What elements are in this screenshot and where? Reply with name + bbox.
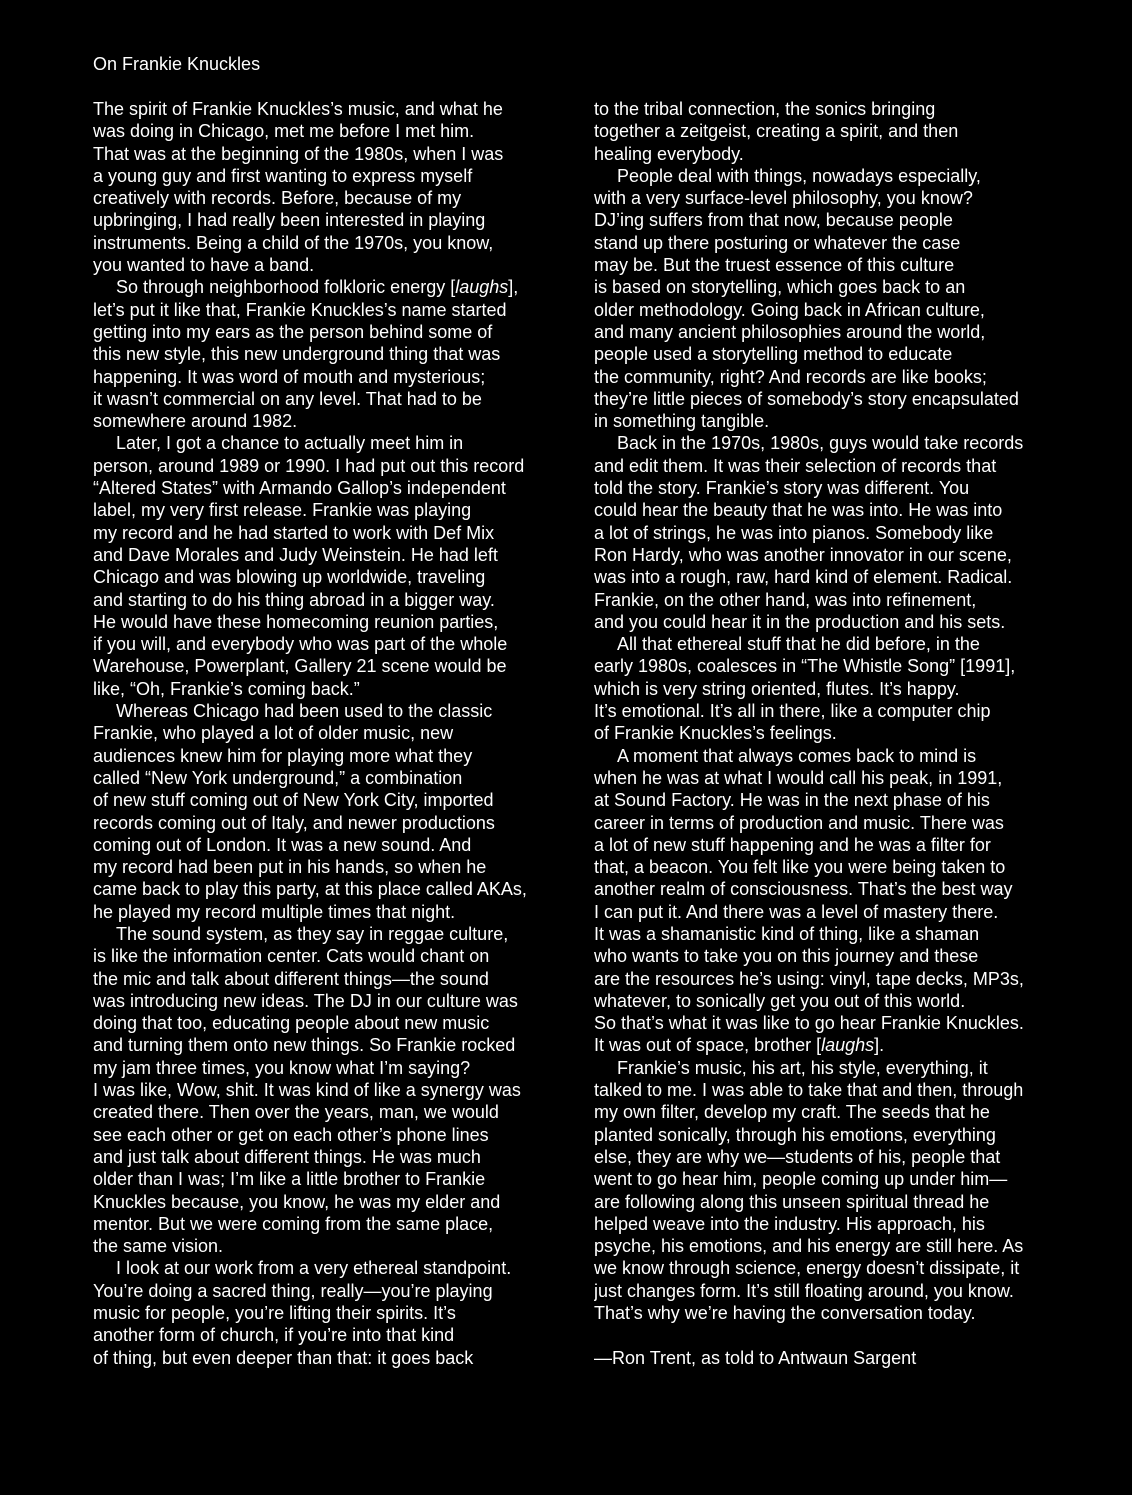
text-line: went to go hear him, people coming up under him— — [594, 1169, 1008, 1190]
text-line: early 1980s, coalesces in “The Whistle Song” [1991], — [594, 656, 1016, 677]
text-line: Knuckles because, you know, he was my elder and — [93, 1191, 501, 1212]
article-column-right — [594, 98, 1074, 1369]
text-line: —Ron Trent, as told to Antwaun Sargent — [594, 1347, 917, 1368]
text-line: and turning them onto new things. So Frankie rocked — [93, 1035, 516, 1056]
text-line: in something tangible. — [594, 411, 770, 432]
text-line: if you will, and everybody who was part of the whole — [93, 634, 508, 655]
text-line: creatively with records. Before, because of my — [93, 188, 462, 209]
text-line: and starting to do his thing abroad in a bigger way. — [93, 589, 495, 610]
text-line: getting into my ears as the person behind some of — [93, 321, 493, 342]
text-line: I look at our work from a very ethereal standpoint. — [116, 1258, 512, 1279]
text-line: Frankie, on the other hand, was into refinement, — [594, 589, 977, 610]
text-line: mentor. But we were coming from the same place, — [93, 1213, 494, 1234]
text-line: That’s why we’re having the conversation today. — [594, 1303, 976, 1324]
text-line: called “New York underground,” a combination — [93, 767, 463, 788]
text-line: healing everybody. — [594, 143, 744, 164]
text-line: and many ancient philosophies around the world, — [594, 321, 986, 342]
text-line: “Altered States” with Armando Gallop’s independent — [93, 478, 506, 499]
text-line: doing that too, educating people about new music — [93, 1013, 490, 1034]
text-line: this new style, this new underground thing that was — [93, 344, 501, 365]
text-line: another form of church, if you’re into that kind — [93, 1325, 455, 1346]
text-line: You’re doing a sacred thing, really—you’re playing — [93, 1280, 493, 1301]
text-line: of new stuff coming out of New York City, imported — [93, 790, 494, 811]
text-line: we know through science, energy doesn’t dissipate, it — [594, 1258, 1020, 1279]
text-line: He would have these homecoming reunion parties, — [93, 611, 499, 632]
text-line: Whereas Chicago had been used to the classic — [116, 701, 493, 722]
text-line: people used a storytelling method to educate — [594, 344, 953, 365]
text-line: was introducing new ideas. The DJ in our culture was — [93, 990, 518, 1011]
text-line: records coming out of Italy, and newer productions — [93, 812, 495, 833]
text-line: the same vision. — [93, 1236, 224, 1257]
text-line: and just talk about different things. He was much — [93, 1146, 481, 1167]
text-line: That was at the beginning of the 1980s, when I was — [93, 143, 504, 164]
text-line: coming out of London. It was a new sound. And — [93, 834, 472, 855]
text-line: just changes form. It’s still floating around, you know. — [594, 1280, 1014, 1301]
text-line: with a very surface-level philosophy, you know? — [594, 188, 973, 209]
text-line: music for people, you’re lifting their spirits. It’s — [93, 1303, 456, 1324]
text-line: when he was at what I would call his peak, in 1991, — [594, 767, 1003, 788]
text-line: Frankie, who played a lot of older music, new — [93, 723, 454, 744]
text-line: happening. It was word of mouth and mysterious; — [93, 366, 486, 387]
text-line: was doing in Chicago, met me before I met him. — [93, 121, 475, 142]
page-title: On Frankie Knuckles — [93, 54, 261, 74]
text-line: person, around 1989 or 1990. I had put out this record — [93, 455, 525, 476]
text-line: my record had been put in his hands, so when he — [93, 857, 487, 878]
text-line: you wanted to have a band. — [93, 255, 315, 276]
text-segment: ]. — [874, 1035, 885, 1056]
text-line: All that ethereal stuff that he did before, in the — [617, 634, 980, 655]
text-line: whatever, to sonically get you out of this world. — [594, 990, 966, 1011]
text-line: The sound system, as they say in reggae culture, — [116, 923, 509, 944]
text-line: Frankie’s music, his art, his style, everything, it — [617, 1057, 988, 1078]
text-line: a lot of new stuff happening and he was a filter for — [594, 834, 991, 855]
text-line: A moment that always comes back to mind is — [617, 745, 977, 766]
text-line: is like the information center. Cats would chant on — [93, 946, 490, 967]
text-line — [594, 1034, 1074, 1056]
text-line: another realm of consciousness. That’s the best way — [594, 879, 1013, 900]
italic-word: laughs — [455, 277, 509, 298]
text-line: of thing, but even deeper than that: it goes back — [93, 1347, 474, 1368]
text-line: see each other or get on each other’s phone lines — [93, 1124, 489, 1145]
text-line: older than I was; I’m like a little brother to Frankie — [93, 1169, 486, 1190]
text-line: together a zeitgeist, creating a spirit, and then — [594, 121, 959, 142]
text-line: at Sound Factory. He was in the next phase of his — [594, 790, 990, 811]
text-line: to the tribal connection, the sonics bringing — [594, 99, 936, 119]
text-line: are the resources he’s using: vinyl, tape decks, MP3s, — [594, 968, 1024, 989]
text-line: of Frankie Knuckles’s feelings. — [594, 723, 837, 744]
text-line: it wasn’t commercial on any level. That had to be — [93, 388, 482, 409]
text-line: like, “Oh, Frankie’s coming back.” — [93, 678, 360, 699]
text-line: and Dave Morales and Judy Weinstein. He had left — [93, 544, 498, 565]
text-line: I was like, Wow, shit. It was kind of like a synergy was — [93, 1080, 521, 1101]
text-line — [93, 276, 577, 298]
text-line: So that’s what it was like to go hear Frankie Knuckles. — [594, 1013, 1024, 1034]
text-line: my own filter, develop my craft. The seeds that he — [594, 1102, 990, 1123]
text-line: DJ’ing suffers from that now, because people — [594, 210, 953, 231]
text-line: stand up there posturing or whatever the case — [594, 232, 961, 253]
text-line: It’s emotional. It’s all in there, like a computer chip — [594, 701, 991, 722]
text-line: is based on storytelling, which goes back to an — [594, 277, 966, 298]
text-line: People deal with things, nowadays especially, — [617, 165, 981, 186]
text-line: my record and he had started to work with Def Mix — [93, 522, 495, 543]
text-line: was into a rough, raw, hard kind of element. Radical. — [594, 567, 1013, 588]
text-line: audiences knew him for playing more what they — [93, 745, 473, 766]
text-line: who wants to take you on this journey and these — [594, 946, 979, 967]
text-line: Back in the 1970s, 1980s, guys would take records — [617, 433, 1024, 454]
text-segment: ], — [508, 277, 519, 298]
text-line: are following along this unseen spiritual thread he — [594, 1191, 990, 1212]
text-line: they’re little pieces of somebody’s story encapsulated — [594, 388, 1019, 409]
text-line: Chicago and was blowing up worldwide, traveling — [93, 567, 486, 588]
text-segment: So through neighborhood folkloric energy [ — [116, 277, 456, 298]
text-line: career in terms of production and music. There was — [594, 812, 1004, 833]
text-line: I can put it. And there was a level of mastery there. — [594, 901, 999, 922]
text-line: the mic and talk about different things—the sound — [93, 968, 489, 989]
text-line: which is very string oriented, flutes. It’s happy. — [594, 678, 960, 699]
text-line: instruments. Being a child of the 1970s, you know, — [93, 232, 494, 253]
text-line: planted sonically, through his emotions, everything — [594, 1124, 996, 1145]
text-line: somewhere around 1982. — [93, 411, 298, 432]
blank-line — [594, 1324, 1074, 1346]
text-line: a young guy and first wanting to express myself — [93, 165, 473, 186]
text-line: It was a shamanistic kind of thing, like a shaman — [594, 923, 980, 944]
text-line: talked to me. I was able to take that and then, through — [594, 1080, 1024, 1101]
text-line: that, a beacon. You felt like you were being taken to — [594, 857, 1006, 878]
article-column-left — [93, 98, 577, 1369]
text-line: older methodology. Going back in African culture, — [594, 299, 985, 320]
text-line: let’s put it like that, Frankie Knuckles’s name started — [93, 299, 507, 320]
italic-word: laughs — [821, 1035, 875, 1056]
text-line: may be. But the truest essence of this culture — [594, 255, 955, 276]
text-line: created there. Then over the years, man, we would — [93, 1102, 499, 1123]
text-line: could hear the beauty that he was into. He was into — [594, 500, 1003, 521]
text-line: helped weave into the industry. His approach, his — [594, 1213, 985, 1234]
text-line: upbringing, I had really been interested in playing — [93, 210, 486, 231]
text-line: told the story. Frankie’s story was different. You — [594, 478, 970, 499]
text-line: Later, I got a chance to actually meet him in — [116, 433, 464, 454]
text-line: and edit them. It was their selection of records that — [594, 455, 997, 476]
text-line: and you could hear it in the production and his sets. — [594, 611, 1006, 632]
text-line: came back to play this party, at this place called AKAs, — [93, 879, 527, 900]
text-segment: It was out of space, brother [ — [594, 1035, 822, 1056]
text-line: my jam three times, you know what I’m saying? — [93, 1057, 471, 1078]
text-line: Warehouse, Powerplant, Gallery 21 scene would be — [93, 656, 507, 677]
text-line: a lot of strings, he was into pianos. Somebody like — [594, 522, 994, 543]
text-line: The spirit of Frankie Knuckles’s music, and what he — [93, 99, 503, 119]
text-line: psyche, his emotions, and his energy are still here. As — [594, 1236, 1024, 1257]
text-line: Ron Hardy, who was another innovator in our scene, — [594, 544, 1012, 565]
text-line: label, my very first release. Frankie was playing — [93, 500, 472, 521]
text-line: else, they are why we—students of his, people that — [594, 1146, 1001, 1167]
text-line: the community, right? And records are like books; — [594, 366, 987, 387]
text-line: he played my record multiple times that night. — [93, 901, 456, 922]
